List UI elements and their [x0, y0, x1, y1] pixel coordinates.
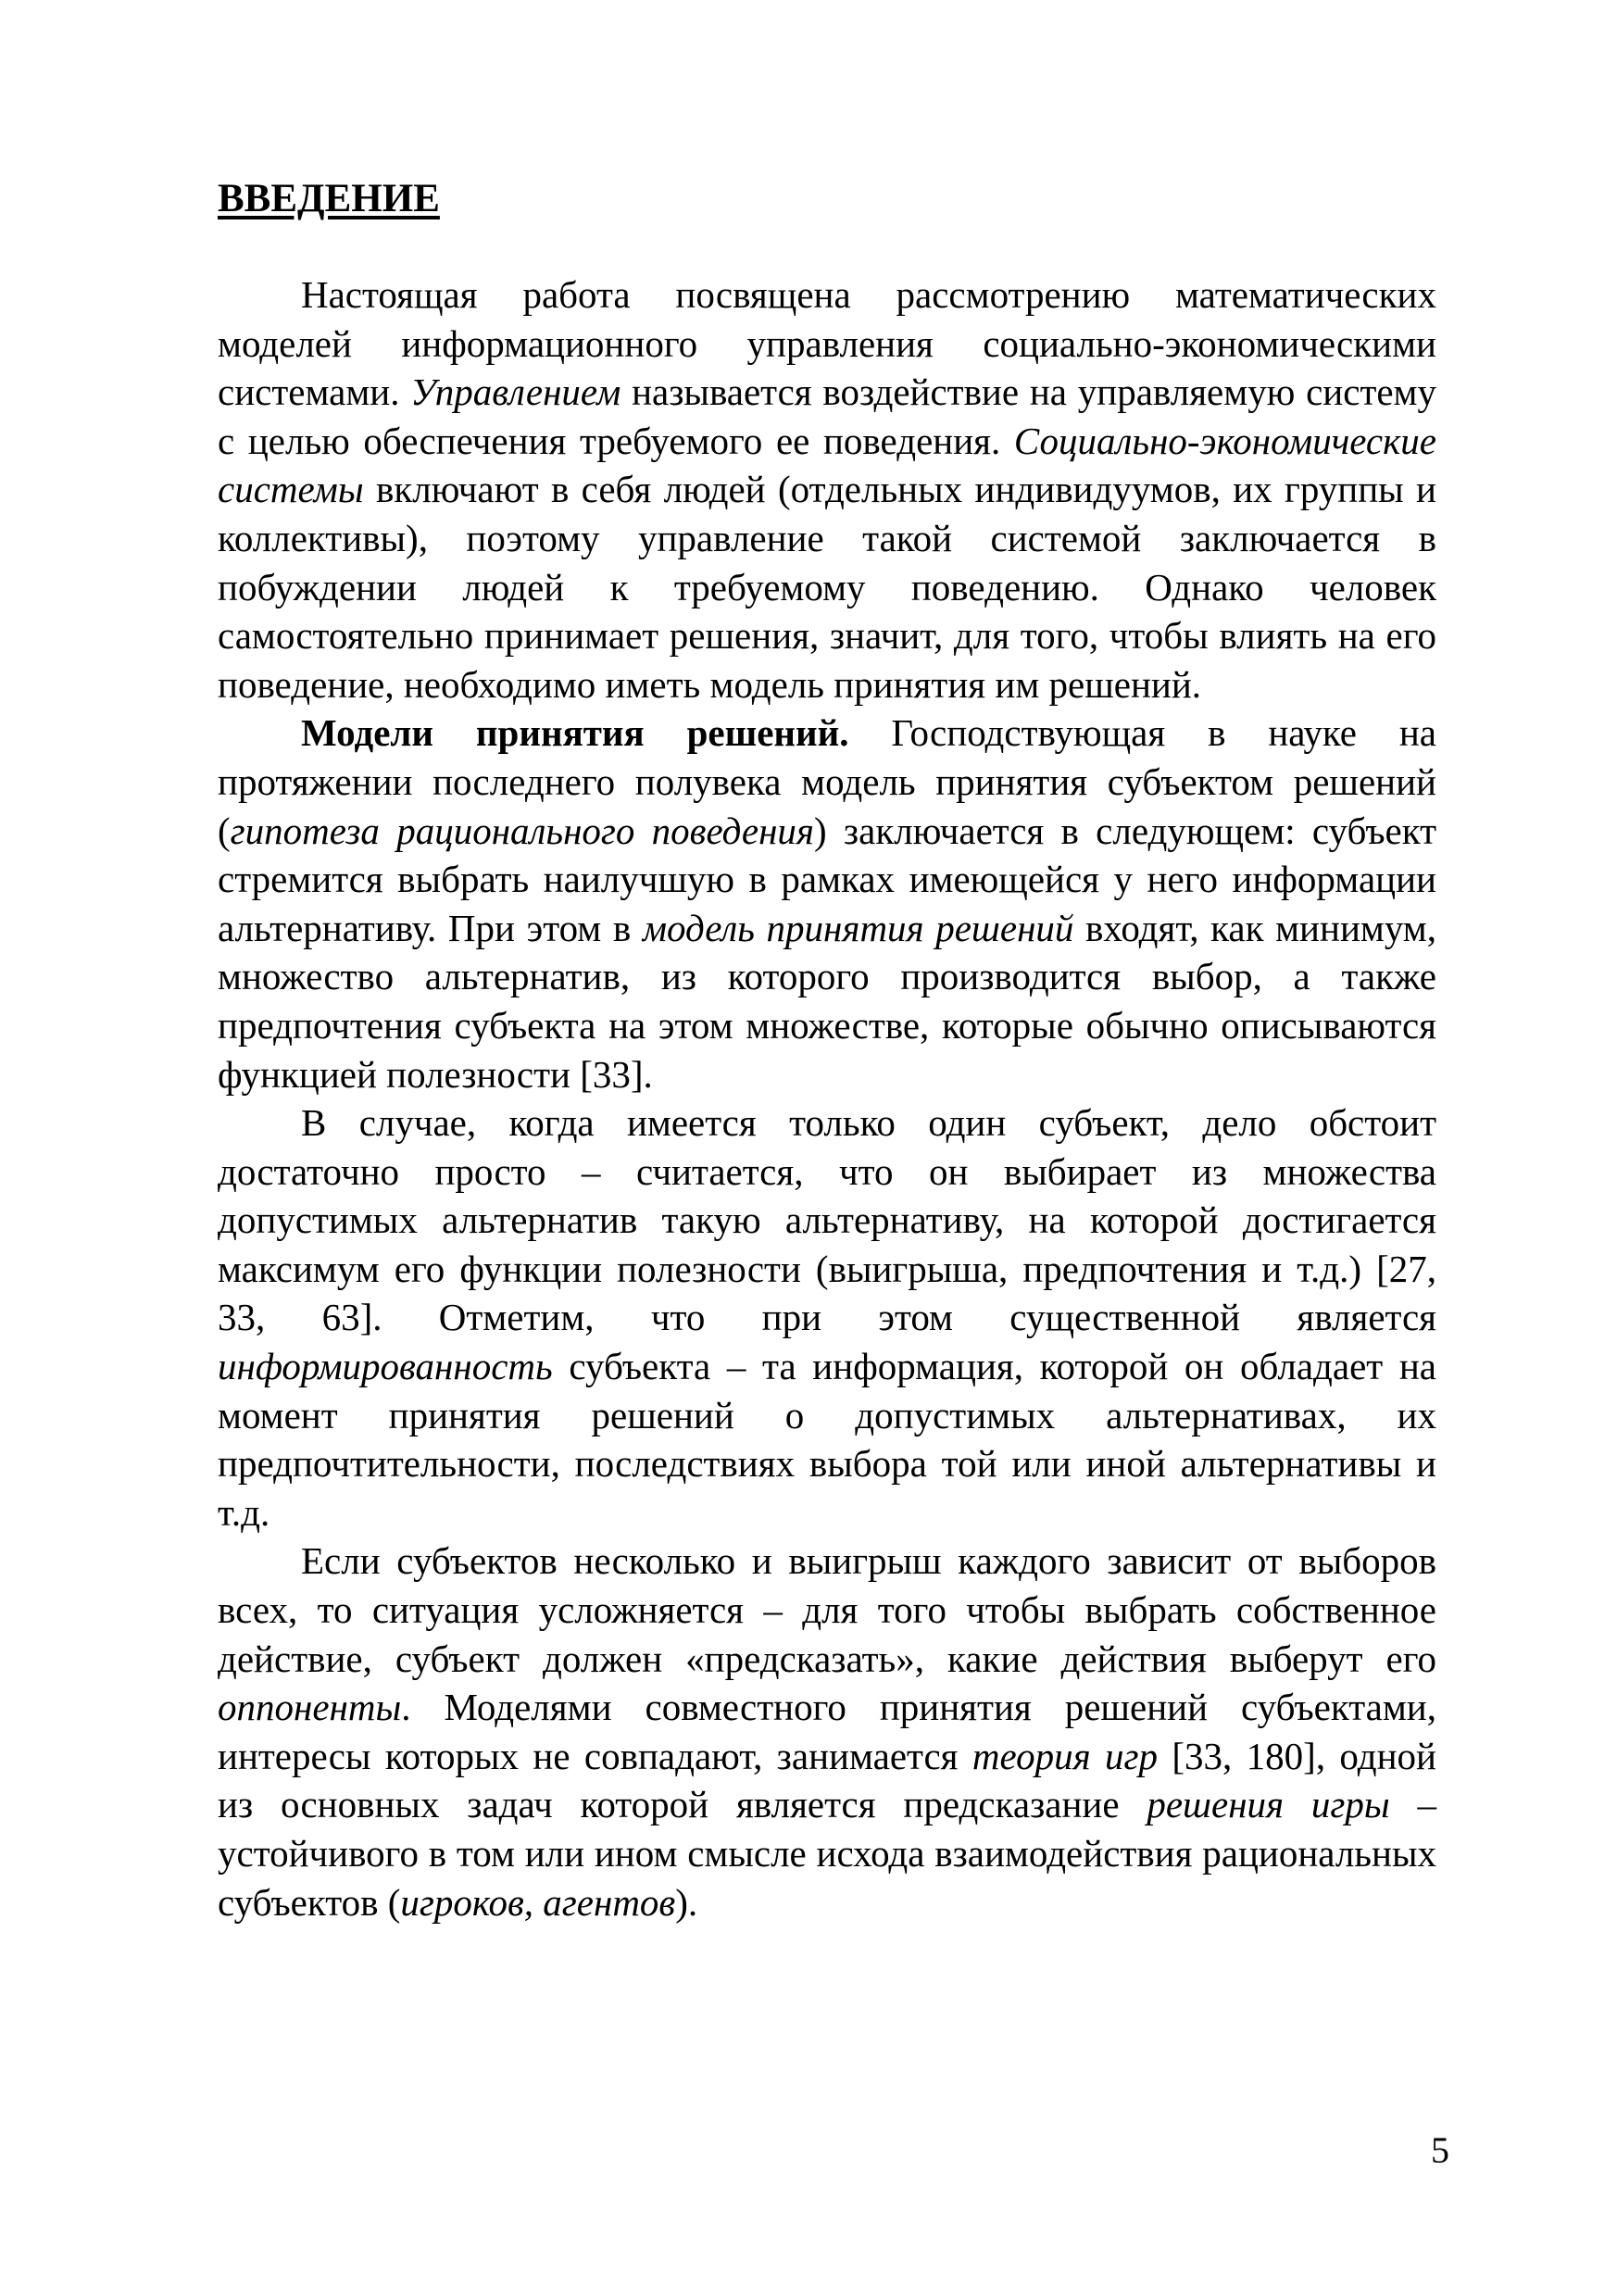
term-awareness: информированность: [218, 1345, 553, 1388]
paragraph-text: называется воздействие на управляемую систему с целью обеспечения требуемого ее поведения.: [218, 370, 1437, 462]
paragraph-text: ) заключается в следующем: субъект стремится выбрать наилучшую в рамках имеющейся у него информации альтернативу. При этом в: [218, 809, 1437, 949]
paragraph-text: включают в себя людей (отдельных индивидуумов, их группы и коллективы), поэтому управление такой системой заключается в побуждении людей к требуемому поведению. Однако человек самостоятельно принимает решения, значит, для того, чтобы влиять на его поведение, необходимо иметь модель принятия им решений.: [218, 468, 1436, 706]
paragraph-decision-models: [218, 709, 1436, 1098]
section-heading: ВВЕДЕНИЕ: [218, 177, 440, 220]
paragraph-text: ).: [675, 1880, 698, 1924]
term-game-solution: решения игры: [1147, 1783, 1390, 1826]
paragraph-text: [33, 180], одной из основных задач которой является предсказание: [218, 1734, 1436, 1826]
term-game-theory: теория игр: [971, 1734, 1159, 1777]
paragraph-single-subject: [218, 1098, 1436, 1537]
paragraph-text: Настоящая работа посвящена рассмотрению математических моделей информационного управления социально-экономическими системами.: [218, 273, 1436, 414]
term-opponents: оппоненты: [218, 1686, 402, 1729]
term-players-agents: игроков, агентов: [400, 1880, 676, 1924]
paragraph-text: Если субъектов несколько и выигрыш каждого зависит от выборов всех, то ситуация усложняется – для того чтобы выбрать собственное действие, субъект должен «предсказать», какие действия выберут его: [218, 1539, 1436, 1680]
paragraph-text: субъекта – та информация, которой он обладает на момент принятия решений о допустимых альтернативах, их предпочтительности, последствиях выбора той или иной альтернативы и т.д.: [218, 1345, 1436, 1534]
term-socio-economic-systems: Социально-экономические системы: [218, 419, 1436, 511]
paragraph-text: входят, как минимум, множество альтернатив, из которого производится выбор, а также предпочтения субъекта на этом множестве, которые обычно описываются функцией полезности [33].: [218, 906, 1436, 1096]
term-upravleniem: Управлением: [410, 370, 621, 414]
page-content: [218, 176, 1436, 1926]
paragraph-multiple-subjects: [218, 1537, 1436, 1926]
paragraph-intro: [218, 270, 1436, 709]
page-number: 5: [1431, 2129, 1449, 2171]
paragraph-text: – устойчивого в том или ином смысле исхода взаимодействия рациональных субъектов (: [218, 1783, 1436, 1924]
term-rational-behavior-hypothesis: гипотеза рационального поведения: [230, 809, 814, 852]
run-in-heading-decision-models: Модели принятия решений.: [301, 711, 849, 755]
paragraph-text: Господствующая в науке на протяжении последнего полувека модель принятия субъектом решений (: [218, 711, 1436, 852]
term-decision-model: модель принятия решений: [642, 906, 1074, 949]
paragraph-text: В случае, когда имеется только один субъект, дело обстоит достаточно просто – считается, что он выбирает из множества допустимых альтернатив такую альтернативу, на которой достигается максимум его функции полезности (выигрыша, предпочтения и т.д.) [27, 33, 63]. Отметим, что при этом существенной является: [218, 1101, 1436, 1339]
paragraph-text: . Моделями совместного принятия решений субъектами, интересы которых не совпадают, занимается: [218, 1686, 1436, 1777]
